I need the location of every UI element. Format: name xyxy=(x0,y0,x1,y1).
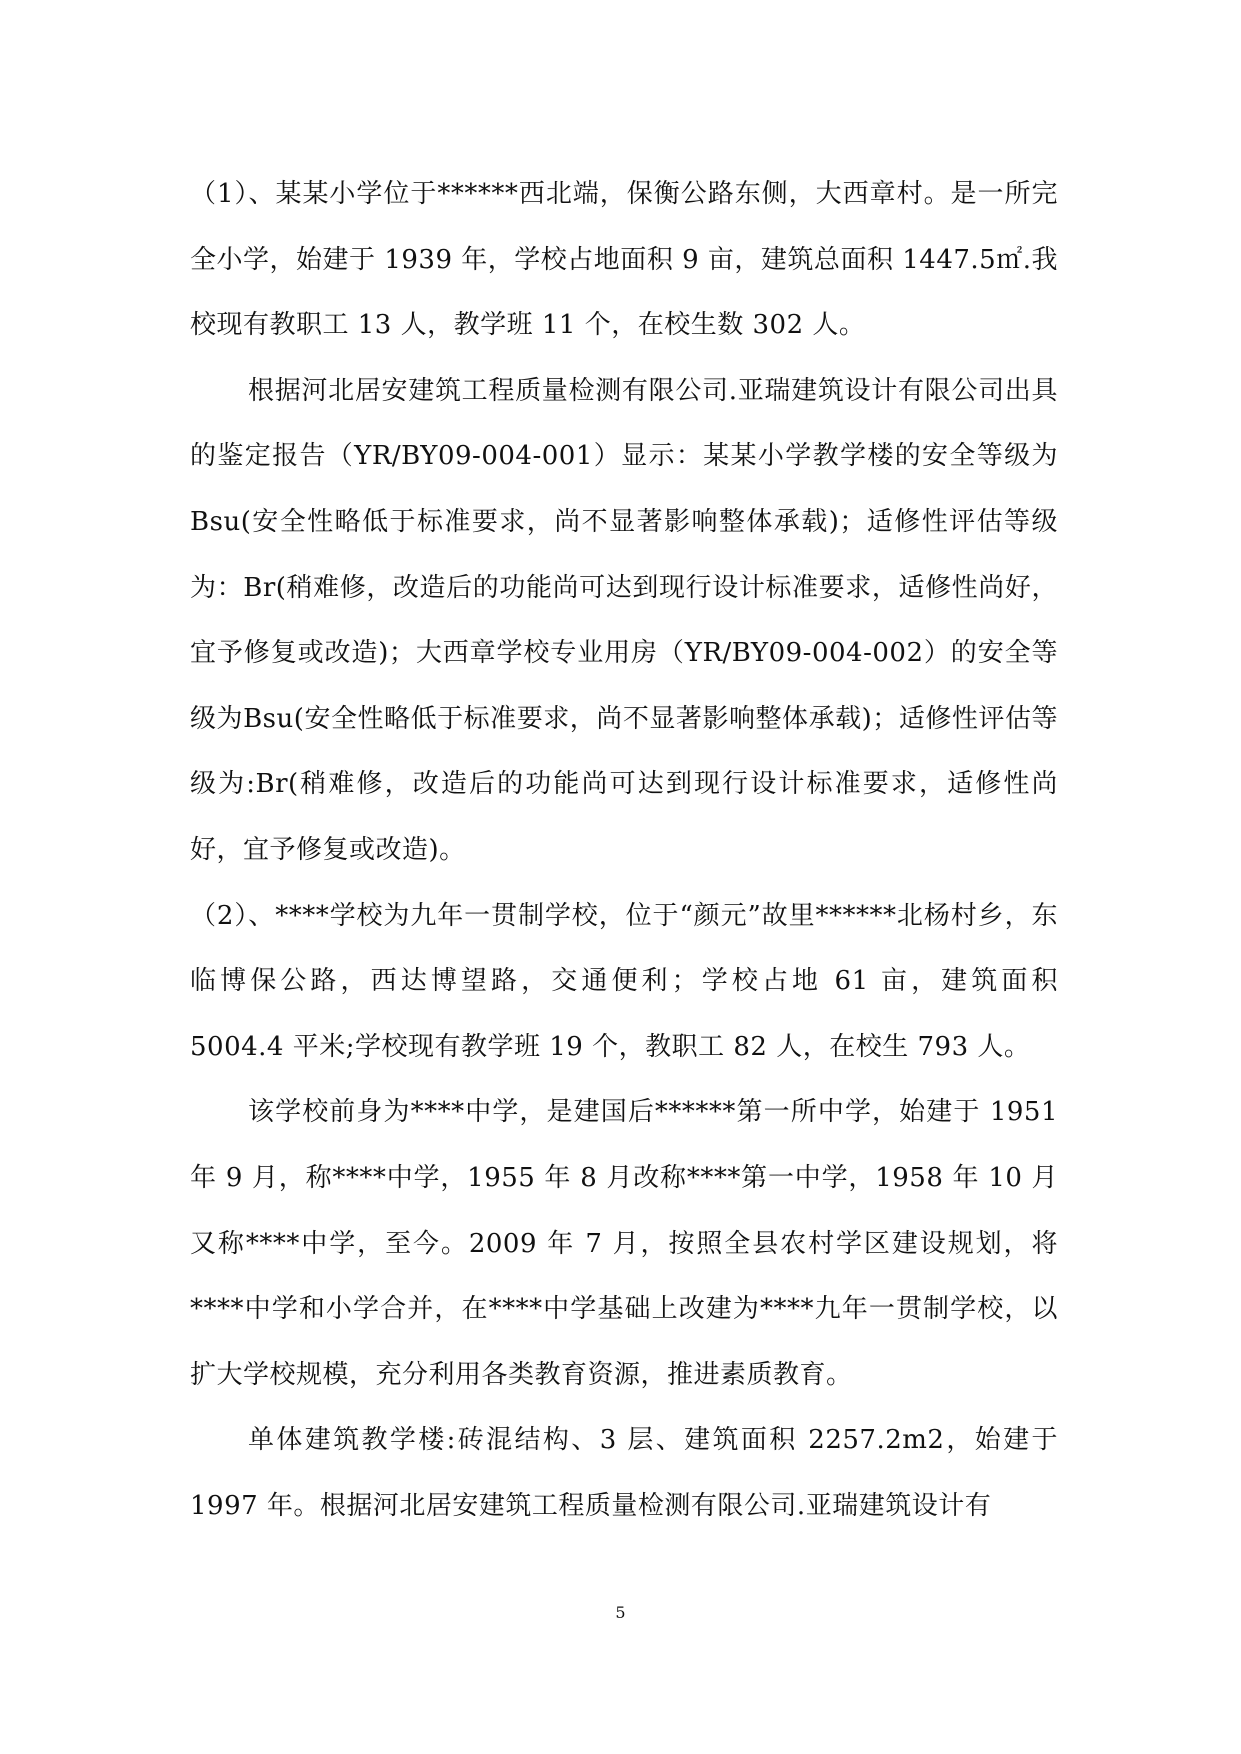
paragraph-1: （1）、某某小学位于******西北端，保衡公路东侧，大西章村。是一所完全小学，始建于 1939 年，学校占地面积 9 亩，建筑总面积 1447.5㎡.我校现有教职工 13 人，教学班 11 个，在校生数 302 人。 xyxy=(190,179,1058,341)
paragraph-5: 单体建筑教学楼:砖混结构、3 层、建筑面积 2257.2m2，始建于 1997 年。根据河北居安建筑工程质量检测有限公司.亚瑞建筑设计有 xyxy=(190,1425,1058,1521)
body-text xyxy=(190,162,1058,1539)
paragraph-4: 该学校前身为****中学，是建国后******第一所中学，始建于 1951 年 9 月，称****中学，1955 年 8 月改称****第一中学，1958 年 10 月又称****中学，至今。2009 年 7 月，按照全县农村学区建设规划，将****中学和小学合并，在****中学基础上改建为****九年一贯制学校，以扩大学校规模，充分利用各类教育资源，推进素质教育。 xyxy=(190,1097,1058,1390)
page-number: 5 xyxy=(615,1603,626,1622)
paragraph-2: 根据河北居安建筑工程质量检测有限公司.亚瑞建筑设计有限公司出具的鉴定报告（YR/BY09-004-001）显示：某某小学教学楼的安全等级为Bsu(安全性略低于标准要求，尚不显著影响整体承载)；适修性评估等级为：Br(稍难修，改造后的功能尚可达到现行设计标准要求，适修性尚好，宜予修复或改造)；大西章学校专业用房（YR/BY09-004-002）的安全等级为Bsu(安全性略低于标准要求，尚不显著影响整体承载)；适修性评估等级为:Br(稍难修，改造后的功能尚可达到现行设计标准要求，适修性尚好，宜予修复或改造)。 xyxy=(190,375,1058,865)
paragraph-3: （2）、****学校为九年一贯制学校，位于“颜元”故里******北杨村乡，东临博保公路，西达博望路，交通便利；学校占地 61 亩，建筑面积 5004.4 平米;学校现有教学班 19 个，教职工 82 人，在校生 793 人。 xyxy=(190,900,1058,1062)
